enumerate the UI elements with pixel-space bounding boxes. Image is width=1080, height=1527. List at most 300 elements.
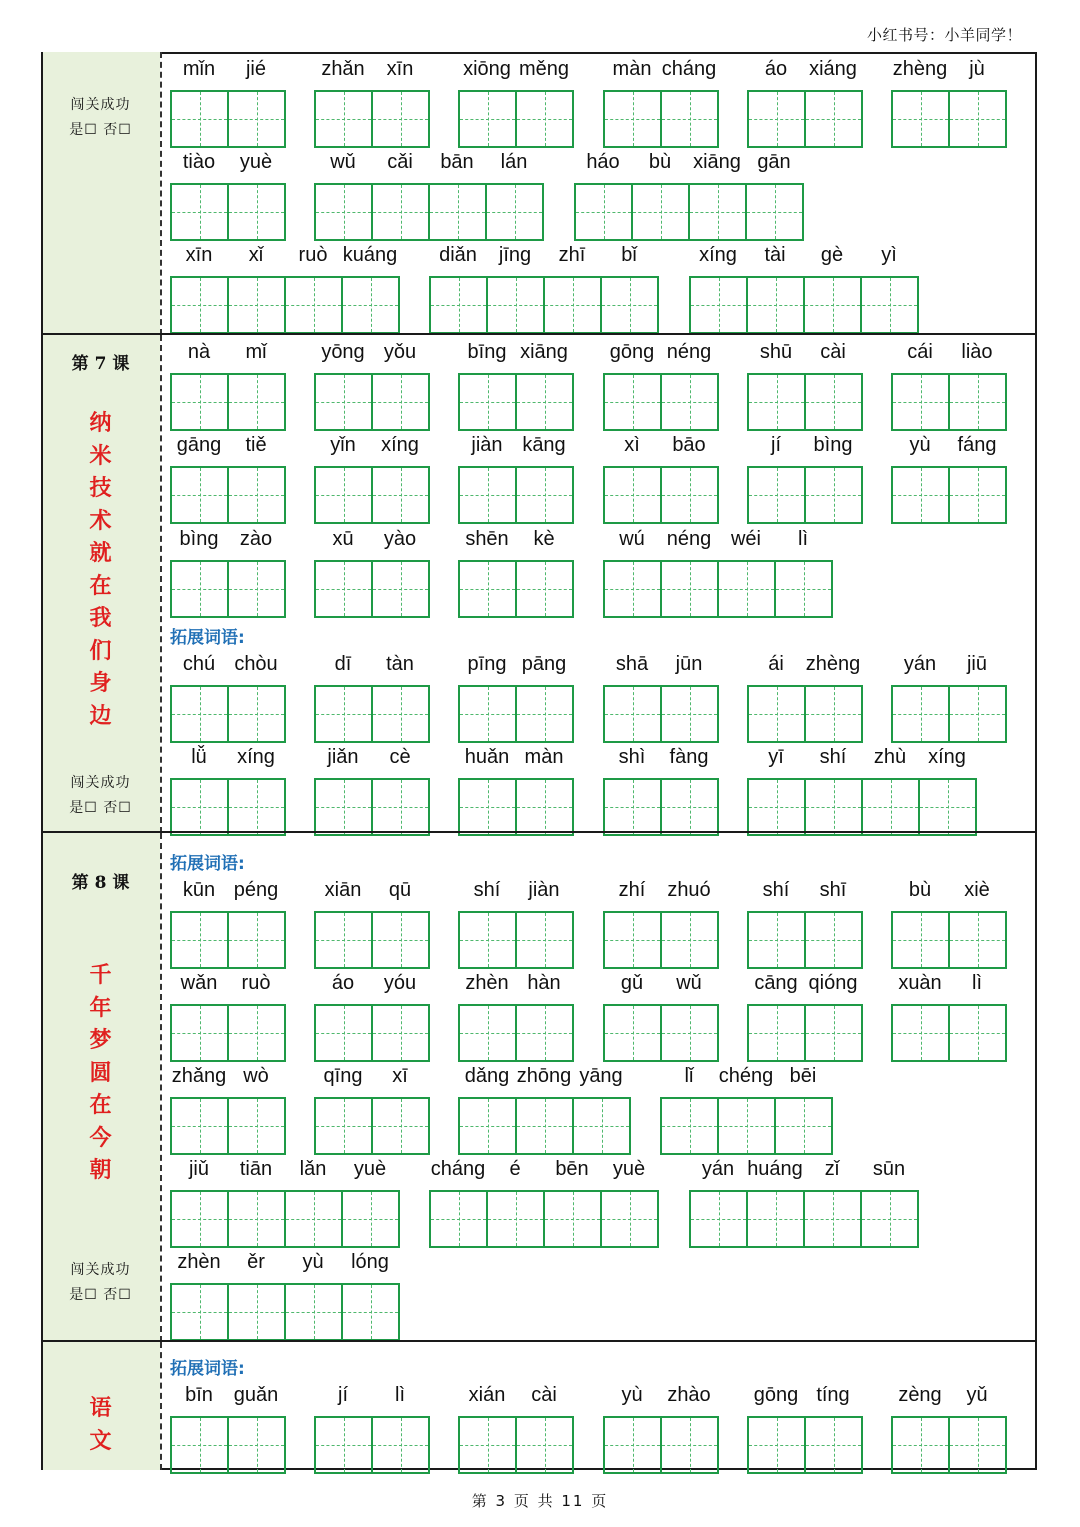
tian-zi-ge-cell[interactable] — [517, 375, 572, 429]
tian-zi-ge-cell[interactable] — [517, 780, 572, 834]
tian-zi-ge-cell[interactable] — [805, 278, 862, 332]
pass-checkbox-block[interactable] — [41, 771, 160, 821]
tian-zi-ge-cell[interactable] — [229, 185, 284, 239]
tian-zi-ge-cell[interactable] — [806, 468, 861, 522]
pinyin-syllable: jiū — [966, 653, 987, 675]
tian-zi-ge-cell[interactable] — [316, 780, 373, 834]
writing-boxes[interactable] — [170, 466, 286, 524]
tian-zi-ge-cell[interactable] — [662, 780, 717, 834]
title-character: 朝 — [89, 1157, 112, 1183]
pinyin-syllable: cháng — [430, 1158, 486, 1180]
tian-zi-ge-cell[interactable] — [749, 780, 806, 834]
writing-boxes[interactable] — [170, 183, 286, 241]
tian-zi-ge-cell[interactable] — [806, 92, 861, 146]
writing-boxes[interactable] — [891, 90, 1007, 148]
writing-boxes[interactable] — [747, 685, 863, 743]
tian-zi-ge-cell[interactable] — [806, 913, 861, 967]
pinyin-row — [603, 744, 719, 774]
tian-zi-ge-cell[interactable] — [517, 468, 572, 522]
writing-boxes[interactable] — [314, 183, 544, 241]
tian-zi-ge-cell[interactable] — [574, 1099, 629, 1153]
tian-zi-ge-cell[interactable] — [229, 278, 286, 332]
tian-zi-ge-cell[interactable] — [316, 92, 373, 146]
tian-zi-ge-cell[interactable] — [460, 468, 517, 522]
writing-boxes[interactable] — [891, 373, 1007, 431]
tian-zi-ge-cell[interactable] — [229, 92, 284, 146]
pinyin-syllable: zhèn — [177, 1251, 221, 1273]
tian-zi-ge-cell[interactable] — [172, 1006, 229, 1060]
tian-zi-ge-cell[interactable] — [662, 562, 719, 616]
writing-boxes[interactable] — [603, 466, 719, 524]
tian-zi-ge-cell[interactable] — [229, 1192, 286, 1246]
tian-zi-ge-cell[interactable] — [662, 1418, 717, 1472]
tian-zi-ge-cell[interactable] — [806, 375, 861, 429]
tian-zi-ge-cell[interactable] — [373, 375, 428, 429]
pinyin-row — [603, 56, 719, 86]
writing-boxes[interactable] — [170, 911, 286, 969]
tian-zi-ge-cell[interactable] — [316, 1006, 373, 1060]
writing-boxes[interactable] — [314, 373, 430, 431]
tian-zi-ge-cell[interactable] — [691, 278, 748, 332]
tian-zi-ge-cell[interactable] — [545, 278, 602, 332]
pinyin-syllable: shī — [819, 879, 847, 901]
writing-boxes[interactable] — [747, 466, 863, 524]
tian-zi-ge-cell[interactable] — [373, 687, 428, 741]
tian-zi-ge-cell[interactable] — [316, 375, 373, 429]
writing-boxes[interactable] — [458, 1416, 574, 1474]
writing-boxes[interactable] — [170, 1004, 286, 1062]
writing-boxes[interactable] — [891, 911, 1007, 969]
writing-boxes[interactable] — [170, 373, 286, 431]
pass-label: 闯关成功 — [70, 1262, 131, 1278]
writing-boxes[interactable] — [170, 560, 286, 618]
tian-zi-ge-cell[interactable] — [373, 562, 428, 616]
writing-boxes[interactable] — [170, 1283, 400, 1341]
tian-zi-ge-cell[interactable] — [691, 1192, 748, 1246]
tian-zi-ge-cell[interactable] — [460, 562, 517, 616]
pinyin-syllable: zhèng — [805, 653, 861, 675]
tian-zi-ge-cell[interactable] — [602, 1192, 657, 1246]
writing-boxes[interactable] — [747, 1416, 863, 1474]
tian-zi-ge-cell[interactable] — [517, 687, 572, 741]
writing-boxes[interactable] — [603, 90, 719, 148]
word-group — [747, 1382, 863, 1474]
tian-zi-ge-cell[interactable] — [229, 1418, 284, 1472]
pinyin-syllable: mǐ — [245, 341, 267, 363]
tian-zi-ge-cell[interactable] — [893, 92, 950, 146]
tian-zi-ge-cell[interactable] — [229, 913, 284, 967]
tian-zi-ge-cell[interactable] — [605, 1006, 662, 1060]
tian-zi-ge-cell[interactable] — [460, 780, 517, 834]
section-chinese — [41, 1340, 1037, 1470]
tian-zi-ge-cell[interactable] — [373, 913, 428, 967]
title-character: 米 — [89, 442, 112, 469]
writing-boxes[interactable] — [314, 90, 430, 148]
pinyin-syllable: huáng — [747, 1158, 803, 1180]
writing-boxes[interactable] — [891, 1416, 1007, 1474]
pinyin-syllable: jūn — [675, 653, 703, 675]
tian-zi-ge-cell[interactable] — [719, 562, 776, 616]
tian-zi-ge-cell[interactable] — [488, 1192, 545, 1246]
writing-boxes[interactable] — [747, 373, 863, 431]
tian-zi-ge-cell[interactable] — [517, 92, 572, 146]
tian-zi-ge-cell[interactable] — [662, 1099, 719, 1153]
writing-boxes[interactable] — [429, 1190, 659, 1248]
tian-zi-ge-cell[interactable] — [517, 1099, 574, 1153]
tian-zi-ge-cell[interactable] — [229, 687, 284, 741]
writing-boxes[interactable] — [603, 560, 833, 618]
tian-zi-ge-cell[interactable] — [316, 185, 373, 239]
pinyin-syllable: cài — [820, 341, 846, 363]
pass-options[interactable]: 是☐ 否☐ — [69, 1287, 132, 1303]
tian-zi-ge-cell[interactable] — [430, 185, 487, 239]
pinyin-syllable: shí — [473, 879, 501, 901]
word-group — [891, 432, 1007, 524]
tian-zi-ge-cell[interactable] — [748, 1192, 805, 1246]
tian-zi-ge-cell[interactable] — [863, 780, 920, 834]
tian-zi-ge-cell[interactable] — [605, 1418, 662, 1472]
tian-zi-ge-cell[interactable] — [517, 1418, 572, 1472]
writing-boxes[interactable] — [660, 1097, 833, 1155]
pinyin-syllable: zhèn — [465, 972, 509, 994]
writing-boxes[interactable] — [170, 1097, 286, 1155]
pinyin-row — [458, 56, 574, 86]
tian-zi-ge-cell[interactable] — [431, 1192, 488, 1246]
tian-zi-ge-cell[interactable] — [662, 1006, 717, 1060]
extension-label: 拓展词语: — [170, 1359, 245, 1379]
tian-zi-ge-cell[interactable] — [605, 913, 662, 967]
dashed-divider — [160, 52, 162, 335]
tian-zi-ge-cell[interactable] — [460, 687, 517, 741]
tian-zi-ge-cell[interactable] — [893, 375, 950, 429]
word-group — [574, 149, 804, 241]
tian-zi-ge-cell[interactable] — [172, 1285, 229, 1339]
tian-zi-ge-cell[interactable] — [517, 562, 572, 616]
word-group — [891, 877, 1007, 969]
tian-zi-ge-cell[interactable] — [286, 1285, 343, 1339]
tian-zi-ge-cell[interactable] — [286, 278, 343, 332]
tian-zi-ge-cell[interactable] — [920, 780, 975, 834]
tian-zi-ge-cell[interactable] — [747, 185, 802, 239]
word-group — [747, 877, 863, 969]
writing-boxes[interactable] — [314, 685, 430, 743]
tian-zi-ge-cell[interactable] — [662, 468, 717, 522]
tian-zi-ge-cell[interactable] — [950, 913, 1005, 967]
writing-boxes[interactable] — [170, 685, 286, 743]
pinyin-row — [170, 1382, 286, 1412]
tian-zi-ge-cell[interactable] — [605, 468, 662, 522]
tian-zi-ge-cell[interactable] — [749, 92, 806, 146]
tian-zi-ge-cell[interactable] — [373, 185, 430, 239]
pinyin-syllable: xīn — [185, 244, 213, 266]
word-group — [891, 970, 1007, 1062]
tian-zi-ge-cell[interactable] — [749, 1006, 806, 1060]
writing-boxes[interactable] — [603, 1004, 719, 1062]
tian-zi-ge-cell[interactable] — [172, 92, 229, 146]
tian-zi-ge-cell[interactable] — [373, 1006, 428, 1060]
writing-boxes[interactable] — [314, 1004, 430, 1062]
tian-zi-ge-cell[interactable] — [172, 185, 229, 239]
word-group — [458, 970, 574, 1062]
tian-zi-ge-cell[interactable] — [806, 1418, 861, 1472]
tian-zi-ge-cell[interactable] — [950, 92, 1005, 146]
writing-boxes[interactable] — [747, 778, 977, 836]
tian-zi-ge-cell[interactable] — [805, 1192, 862, 1246]
lesson-title — [41, 959, 160, 1187]
writing-boxes[interactable] — [603, 1416, 719, 1474]
tian-zi-ge-cell[interactable] — [373, 468, 428, 522]
tian-zi-ge-cell[interactable] — [602, 278, 657, 332]
tian-zi-ge-cell[interactable] — [229, 375, 284, 429]
tian-zi-ge-cell[interactable] — [690, 185, 747, 239]
writing-boxes[interactable] — [170, 1416, 286, 1474]
pinyin-syllable: jí — [338, 1384, 348, 1406]
title-character: 在 — [89, 1092, 112, 1118]
writing-boxes[interactable] — [458, 90, 574, 148]
pinyin-row — [603, 651, 719, 681]
writing-boxes[interactable] — [891, 1004, 1007, 1062]
tian-zi-ge-cell[interactable] — [748, 278, 805, 332]
word-group — [314, 744, 430, 836]
tian-zi-ge-cell[interactable] — [950, 468, 1005, 522]
writing-boxes[interactable] — [747, 90, 863, 148]
tian-zi-ge-cell[interactable] — [749, 1418, 806, 1472]
tian-zi-ge-cell[interactable] — [343, 1192, 398, 1246]
writing-boxes[interactable] — [170, 1190, 400, 1248]
word-group — [603, 744, 719, 836]
tian-zi-ge-cell[interactable] — [862, 1192, 917, 1246]
writing-boxes[interactable] — [689, 276, 919, 334]
tian-zi-ge-cell[interactable] — [776, 1099, 831, 1153]
tian-zi-ge-cell[interactable] — [229, 1099, 284, 1153]
writing-boxes[interactable] — [314, 1416, 430, 1474]
tian-zi-ge-cell[interactable] — [605, 562, 662, 616]
tian-zi-ge-cell[interactable] — [893, 1418, 950, 1472]
tian-zi-ge-cell[interactable] — [373, 1099, 428, 1153]
pinyin-syllable: bǐ — [621, 244, 637, 266]
tian-zi-ge-cell[interactable] — [662, 913, 717, 967]
word-group — [747, 651, 863, 743]
tian-zi-ge-cell[interactable] — [950, 375, 1005, 429]
tian-zi-ge-cell[interactable] — [605, 92, 662, 146]
tian-zi-ge-cell[interactable] — [605, 375, 662, 429]
writing-boxes[interactable] — [429, 276, 659, 334]
writing-boxes[interactable] — [458, 560, 574, 618]
tian-zi-ge-cell[interactable] — [893, 687, 950, 741]
tian-zi-ge-cell[interactable] — [460, 913, 517, 967]
writing-boxes[interactable] — [689, 1190, 919, 1248]
writing-boxes[interactable] — [314, 560, 430, 618]
pinyin-syllable: yǐn — [330, 434, 356, 456]
writing-boxes[interactable] — [603, 685, 719, 743]
writing-boxes[interactable] — [603, 911, 719, 969]
word-group — [170, 744, 286, 836]
tian-zi-ge-cell[interactable] — [749, 375, 806, 429]
tian-zi-ge-cell[interactable] — [749, 468, 806, 522]
writing-boxes[interactable] — [170, 90, 286, 148]
word-group — [314, 877, 430, 969]
tian-zi-ge-cell[interactable] — [950, 687, 1005, 741]
tian-zi-ge-cell[interactable] — [316, 1099, 373, 1153]
word-group — [314, 432, 430, 524]
word-group — [170, 149, 286, 241]
tian-zi-ge-cell[interactable] — [517, 913, 572, 967]
pinyin-syllable: zhī — [558, 244, 586, 266]
pinyin-syllable: kāng — [522, 434, 566, 456]
tian-zi-ge-cell[interactable] — [893, 468, 950, 522]
writing-boxes[interactable] — [170, 276, 400, 334]
tian-zi-ge-cell[interactable] — [172, 687, 229, 741]
tian-zi-ge-cell[interactable] — [172, 562, 229, 616]
pinyin-syllable: tiě — [245, 434, 267, 456]
writing-boxes[interactable] — [747, 911, 863, 969]
writing-boxes[interactable] — [458, 466, 574, 524]
tian-zi-ge-cell[interactable] — [487, 185, 542, 239]
pinyin-row — [891, 56, 1007, 86]
tian-zi-ge-cell[interactable] — [662, 375, 717, 429]
tian-zi-ge-cell[interactable] — [172, 278, 229, 332]
tian-zi-ge-cell[interactable] — [373, 92, 428, 146]
tian-zi-ge-cell[interactable] — [517, 1006, 572, 1060]
tian-zi-ge-cell[interactable] — [749, 913, 806, 967]
tian-zi-ge-cell[interactable] — [749, 687, 806, 741]
tian-zi-ge-cell[interactable] — [316, 687, 373, 741]
tian-zi-ge-cell[interactable] — [343, 278, 398, 332]
word-group — [314, 1382, 430, 1474]
pass-options[interactable]: 是☐ 否☐ — [69, 122, 132, 138]
tian-zi-ge-cell[interactable] — [488, 278, 545, 332]
writing-boxes[interactable] — [314, 466, 430, 524]
tian-zi-ge-cell[interactable] — [460, 1099, 517, 1153]
tian-zi-ge-cell[interactable] — [172, 375, 229, 429]
writing-boxes[interactable] — [891, 685, 1007, 743]
tian-zi-ge-cell[interactable] — [343, 1285, 398, 1339]
pinyin-syllable: xiāng — [693, 151, 741, 173]
tian-zi-ge-cell[interactable] — [229, 1285, 286, 1339]
tian-zi-ge-cell[interactable] — [460, 1006, 517, 1060]
writing-boxes[interactable] — [603, 778, 719, 836]
tian-zi-ge-cell[interactable] — [950, 1418, 1005, 1472]
writing-boxes[interactable] — [314, 1097, 430, 1155]
section-continued — [41, 52, 1037, 335]
title-character: 术 — [89, 507, 112, 534]
pinyin-syllable: měng — [518, 58, 570, 80]
writing-boxes[interactable] — [458, 911, 574, 969]
tian-zi-ge-cell[interactable] — [172, 913, 229, 967]
tian-zi-ge-cell[interactable] — [862, 278, 917, 332]
word-group — [747, 970, 863, 1062]
pass-checkbox-block[interactable] — [41, 93, 160, 143]
writing-boxes[interactable] — [891, 466, 1007, 524]
tian-zi-ge-cell[interactable] — [316, 468, 373, 522]
tian-zi-ge-cell[interactable] — [806, 780, 863, 834]
tian-zi-ge-cell[interactable] — [633, 185, 690, 239]
pinyin-syllable: péng — [233, 879, 279, 901]
word-group — [891, 339, 1007, 431]
word-group — [170, 242, 400, 334]
writing-boxes[interactable] — [603, 373, 719, 431]
pinyin-syllable: fàng — [669, 746, 709, 768]
tian-zi-ge-cell[interactable] — [172, 780, 229, 834]
tian-zi-ge-cell[interactable] — [776, 562, 831, 616]
tian-zi-ge-cell[interactable] — [172, 468, 229, 522]
tian-zi-ge-cell[interactable] — [545, 1192, 602, 1246]
tian-zi-ge-cell[interactable] — [806, 1006, 861, 1060]
tian-zi-ge-cell[interactable] — [229, 780, 284, 834]
tian-zi-ge-cell[interactable] — [172, 1418, 229, 1472]
writing-boxes[interactable] — [314, 911, 430, 969]
writing-boxes[interactable] — [170, 778, 286, 836]
word-group — [314, 56, 430, 148]
tian-zi-ge-cell[interactable] — [605, 687, 662, 741]
pinyin-syllable: mǐn — [182, 58, 216, 80]
title-character: 身 — [89, 670, 112, 696]
writing-boxes[interactable] — [574, 183, 804, 241]
pinyin-syllable: qióng — [808, 972, 858, 994]
pinyin-row — [314, 432, 430, 462]
tian-zi-ge-cell[interactable] — [662, 92, 717, 146]
writing-boxes[interactable] — [458, 685, 574, 743]
pinyin-row — [314, 1382, 430, 1412]
pinyin-syllable: xī — [392, 1065, 408, 1087]
pinyin-row — [170, 744, 286, 774]
tian-zi-ge-cell[interactable] — [316, 562, 373, 616]
tian-zi-ge-cell[interactable] — [460, 375, 517, 429]
writing-boxes[interactable] — [458, 373, 574, 431]
pinyin-syllable: áo — [764, 58, 788, 80]
tian-zi-ge-cell[interactable] — [431, 278, 488, 332]
pinyin-syllable: lǚ — [191, 746, 207, 768]
pinyin-syllable: yù — [621, 1384, 643, 1406]
tian-zi-ge-cell[interactable] — [316, 913, 373, 967]
tian-zi-ge-cell[interactable] — [373, 780, 428, 834]
pinyin-syllable: yuè — [353, 1158, 387, 1180]
tian-zi-ge-cell[interactable] — [460, 92, 517, 146]
tian-zi-ge-cell[interactable] — [172, 1192, 229, 1246]
tian-zi-ge-cell[interactable] — [605, 780, 662, 834]
tian-zi-ge-cell[interactable] — [373, 1418, 428, 1472]
pinyin-syllable: chòu — [234, 653, 278, 675]
tian-zi-ge-cell[interactable] — [806, 687, 861, 741]
tian-zi-ge-cell[interactable] — [229, 468, 284, 522]
pass-options[interactable]: 是☐ 否☐ — [69, 800, 132, 816]
tian-zi-ge-cell[interactable] — [893, 913, 950, 967]
tian-zi-ge-cell[interactable] — [719, 1099, 776, 1153]
pinyin-row — [314, 744, 430, 774]
tian-zi-ge-cell[interactable] — [316, 1418, 373, 1472]
pass-checkbox-block[interactable] — [41, 1258, 160, 1308]
writing-boxes[interactable] — [458, 778, 574, 836]
pinyin-syllable: wǔ — [330, 151, 356, 173]
tian-zi-ge-cell[interactable] — [229, 562, 284, 616]
tian-zi-ge-cell[interactable] — [662, 687, 717, 741]
writing-boxes[interactable] — [458, 1004, 574, 1062]
source-label: 小红书号：小羊同学！ — [866, 26, 1022, 44]
tian-zi-ge-cell[interactable] — [893, 1006, 950, 1060]
writing-boxes[interactable] — [458, 1097, 631, 1155]
writing-boxes[interactable] — [747, 1004, 863, 1062]
tian-zi-ge-cell[interactable] — [172, 1099, 229, 1153]
tian-zi-ge-cell[interactable] — [950, 1006, 1005, 1060]
pinyin-row — [458, 1063, 631, 1093]
writing-boxes[interactable] — [314, 778, 430, 836]
tian-zi-ge-cell[interactable] — [229, 1006, 284, 1060]
word-group — [603, 526, 833, 618]
tian-zi-ge-cell[interactable] — [460, 1418, 517, 1472]
tian-zi-ge-cell[interactable] — [576, 185, 633, 239]
pinyin-row — [603, 432, 719, 462]
tian-zi-ge-cell[interactable] — [286, 1192, 343, 1246]
